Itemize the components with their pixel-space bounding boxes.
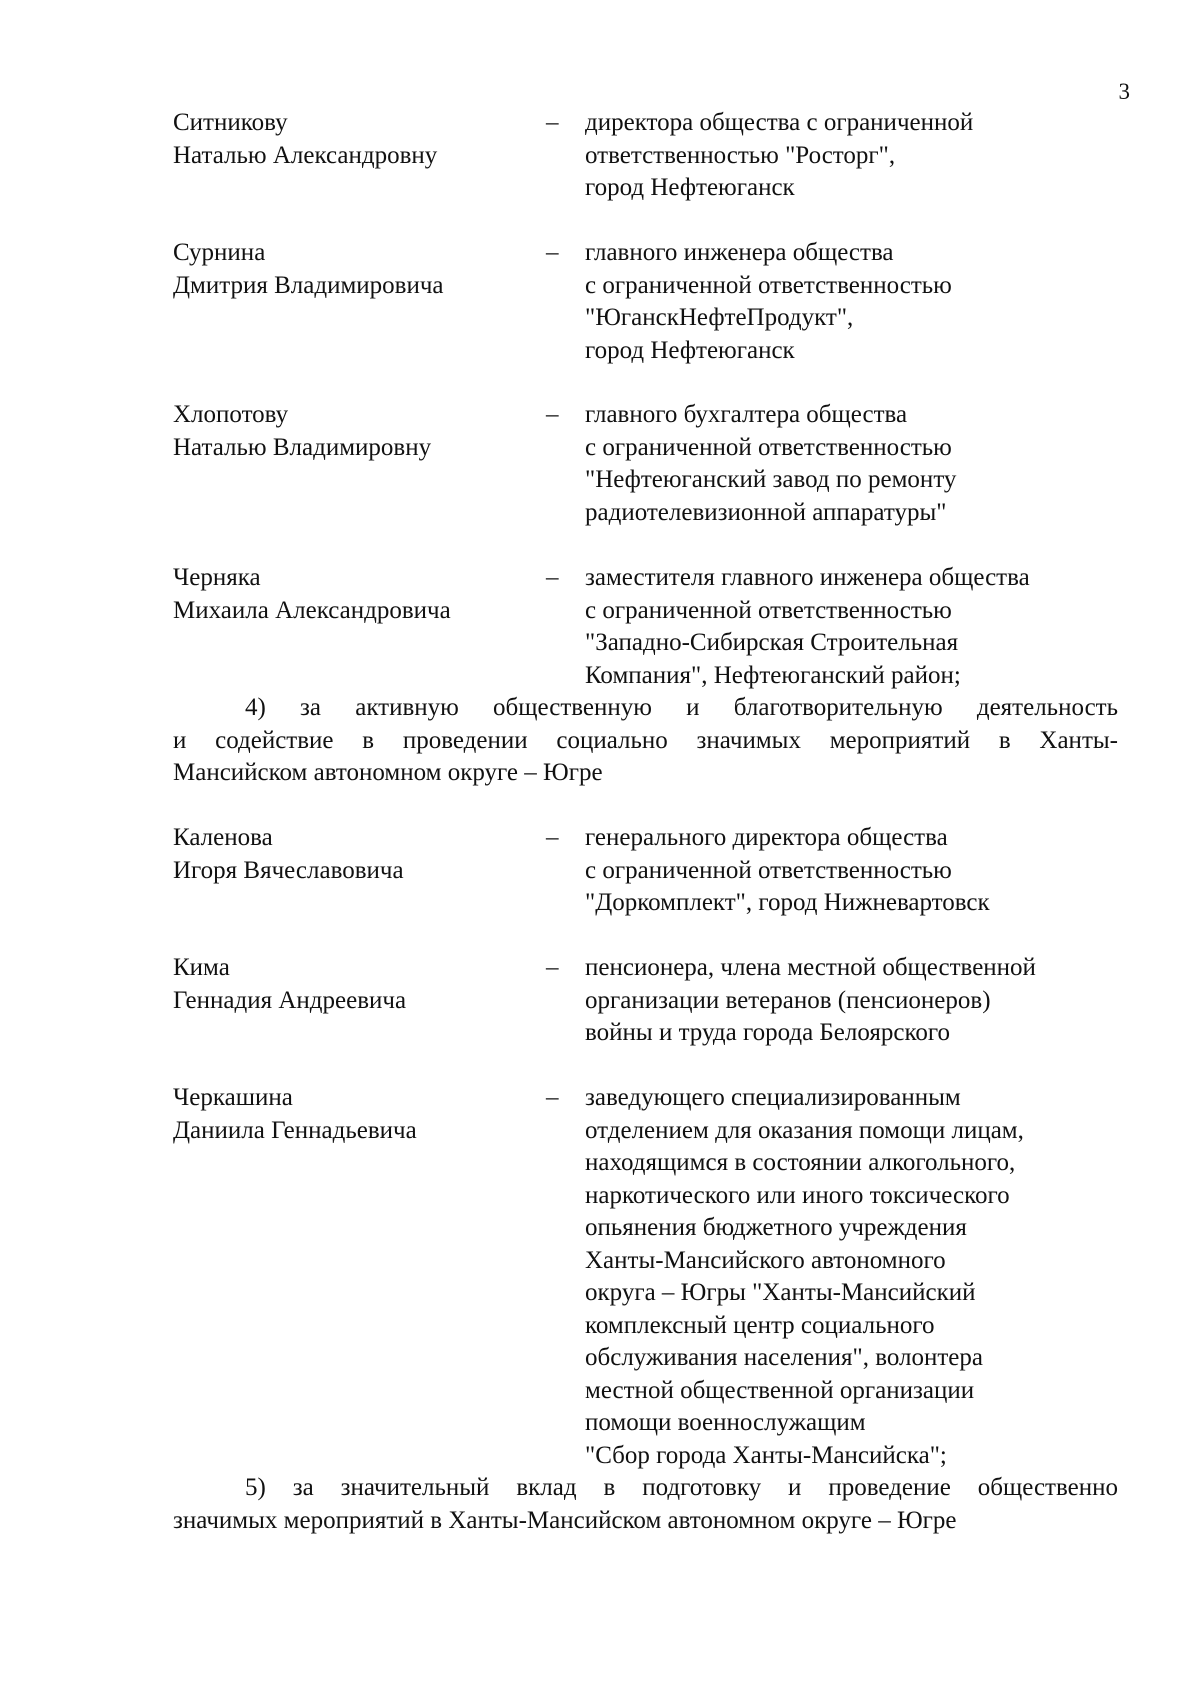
position-line: директора общества с ограниченной [585,109,974,136]
position-line: с ограниченной ответственностью [585,271,952,299]
position-line: "ЮганскНефтеПродукт", [585,304,854,331]
position-line: заведующего специализированным [585,1084,961,1111]
person-position [585,952,1125,1050]
position-line: наркотического или иного токсического [585,1181,1010,1209]
name-line: Михаила Александровича [173,596,451,624]
person-name [173,1082,533,1147]
person-position [585,1082,1125,1472]
position-line: главного инженера общества [585,239,894,266]
paragraph-line: 5) за значительный вклад в подготовку и проведение общественно [245,1474,1118,1501]
name-line: Кима [173,954,230,981]
person-position [585,237,1125,367]
paragraph-line: и содействие в проведении социально значимых мероприятий в Ханты- [173,726,1118,754]
person-position [585,107,1125,205]
position-line: отделением для оказания помощи лицам, [585,1116,1024,1144]
name-line: Наталью Владимировну [173,433,432,461]
person-name [173,399,533,464]
person-name [173,822,533,887]
position-line: "Западно-Сибирская Строительная [585,629,959,656]
position-line: с ограниченной ответственностью [585,596,952,624]
name-line: Сурнина [173,239,266,266]
position-line: Ханты-Мансийского автономного [585,1246,946,1274]
page-number: 3 [1118,79,1130,104]
position-line: заместителя главного инженера общества [585,564,1030,591]
position-line: с ограниченной ответственностью [585,433,952,461]
name-line: Черкашина [173,1084,293,1111]
position-line: округа – Югры "Ханты-Мансийский [585,1279,976,1306]
position-line: "Нефтеюганский завод по ремонту [585,466,957,493]
position-line: радиотелевизионной аппаратуры" [585,498,947,526]
person-position [585,399,1125,529]
name-line: Каленова [173,824,273,851]
position-line: "Доркомплект", город Нижневартовск [585,889,990,916]
name-line: Геннадия Андреевича [173,986,407,1014]
name-line: Игоря Вячеславовича [173,856,404,884]
position-line: "Сбор города Ханты-Мансийска"; [585,1441,947,1469]
position-line: местной общественной организации [585,1376,975,1404]
name-line: Хлопотову [173,401,289,428]
position-line: Компания", Нефтеюганский район; [585,661,961,689]
person-name [173,237,533,302]
position-line: город Нефтеюганск [585,336,795,364]
position-line: комплексный центр социального [585,1311,935,1339]
person-position [585,822,1125,920]
dash-separator: – [546,109,559,136]
dash-separator: – [546,824,559,851]
position-line: организации ветеранов (пенсионеров) [585,986,991,1014]
person-name [173,107,533,172]
name-line: Черняка [173,564,261,591]
person-name [173,562,533,627]
position-line: главного бухгалтера общества [585,401,908,428]
position-line: ответственностью "Росторг", [585,141,896,169]
name-line: Наталью Александровну [173,141,438,169]
paragraph-line: Мансийском автономном округе – Югре [173,759,603,786]
person-position [585,562,1125,692]
name-line: Даниила Геннадьевича [173,1116,417,1144]
name-line: Дмитрия Владимировича [173,271,444,299]
section-5-paragraph [173,1472,1118,1537]
position-line: город Нефтеюганск [585,174,795,201]
position-line: обслуживания населения", волонтера [585,1344,983,1371]
paragraph-line: 4) за активную общественную и благотворительную деятельность [245,694,1118,721]
position-line: с ограниченной ответственностью [585,856,952,884]
position-line: войны и труда города Белоярского [585,1019,950,1046]
position-line: пенсионера, члена местной общественной [585,954,1036,981]
dash-separator: – [546,564,559,591]
paragraph-line: значимых мероприятий в Ханты-Мансийском автономном округе – Югре [173,1506,957,1534]
dash-separator: – [546,1084,559,1111]
name-line: Ситникову [173,109,288,136]
position-line: помощи военнослужащим [585,1409,866,1436]
dash-separator: – [546,239,559,266]
position-line: опьянения бюджетного учреждения [585,1214,967,1241]
dash-separator: – [546,954,559,981]
person-name [173,952,533,1017]
dash-separator: – [546,401,559,428]
section-4-paragraph [173,692,1118,790]
position-line: находящимся в состоянии алкогольного, [585,1149,1016,1176]
position-line: генерального директора общества [585,824,948,851]
